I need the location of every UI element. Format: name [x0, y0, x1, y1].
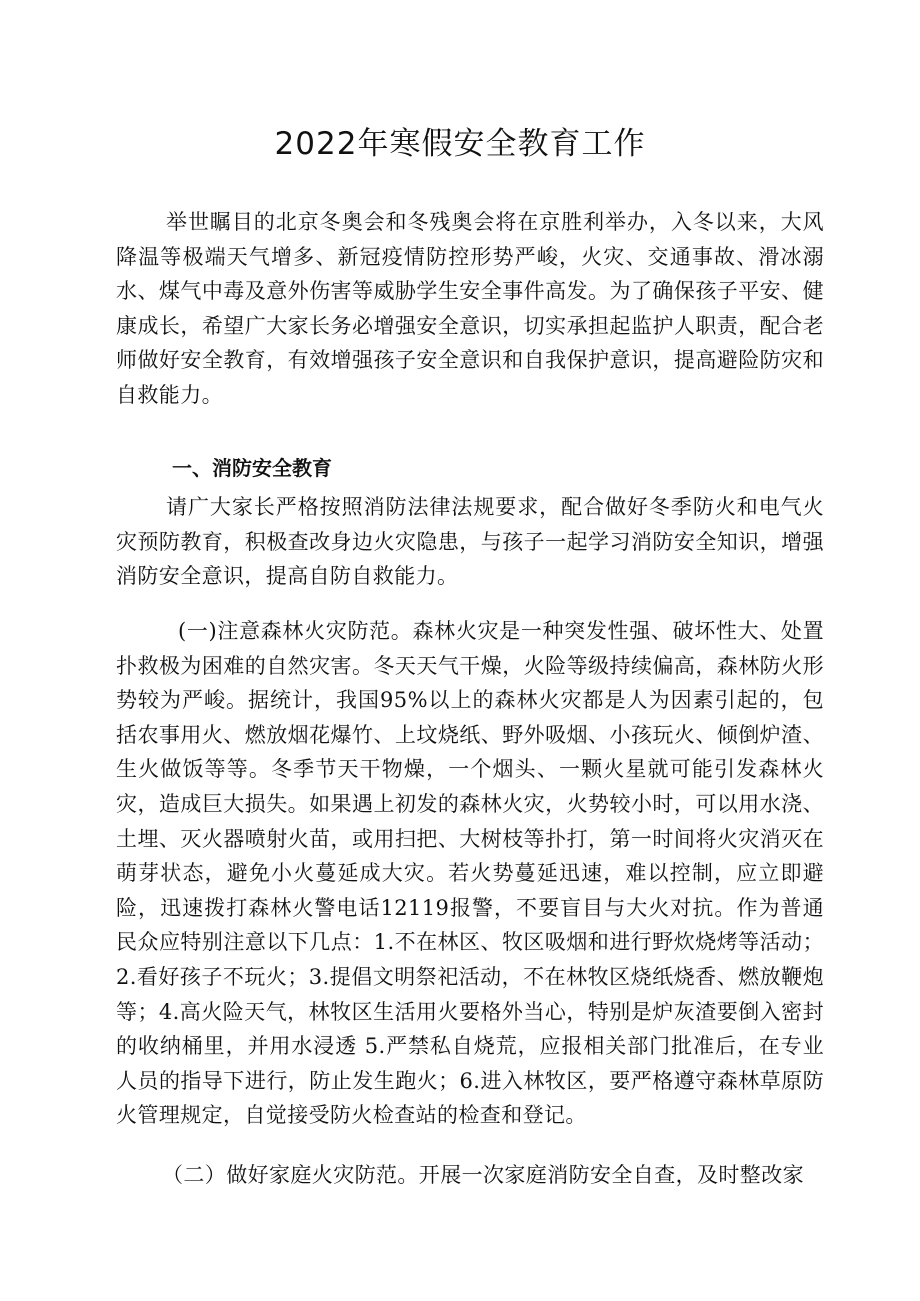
- document-title: 2022年寒假安全教育工作: [274, 126, 646, 162]
- forest-fire-paragraph: (一)注意森林火灾防范。森林火灾是一种突发性强、破坏性大、处置扑救极为困难的自然灾害。冬天天气干燥，火险等级持续偏高，森林防火形势较为严峻。据统计，我国95%以上的森林火灾都是人为因素引起的，包括农事用火、燃放烟花爆竹、上坟烧纸、野外吸烟、小孩玩火、倾倒炉渣、生火做饭等等。冬季节天干物燥，一个烟头、一颗火星就可能引发森林火灾，造成巨大损失。如果遇上初发的森林火灾，火势较小时，可以用水浇、土埋、灭火器喷射火苗，或用扫把、大树枝等扑打，第一时间将火灾消灭在萌芽状态，避免小火蔓延成大灾。若火势蔓延迅速，难以控制，应立即避险，迅速拨打森林火警电话12119报警，不要盲目与大火对抗。作为普通民众应特别注意以下几点：1.不在林区、牧区吸烟和进行野炊烧烤等活动；2.看好孩子不玩火；3.提倡文明祭祀活动，不在林牧区烧纸烧香、燃放鞭炮等；4.高火险天气，林牧区生活用火要格外当心，特别是炉灰渣要倒入密封的收纳桶里，并用水浸透 5.严禁私自烧荒，应报相关部门批准后，在专业人员的指导下进行，防止发生跑火；6.进入林牧区，要严格遵守森林草原防火管理规定，自觉接受防火检查站的检查和登记。: [116, 619, 824, 1128]
- fire-safety-intro-paragraph: 请广大家长严格按照消防法律法规要求，配合做好冬季防火和电气火灾预防教育，积极查改身边火灾隐患，与孩子一起学习消防安全知识，增强消防安全意识，提高自防自救能力。: [116, 495, 824, 589]
- section-heading-fire-safety: 一、消防安全教育: [172, 456, 332, 480]
- home-fire-paragraph: （二）做好家庭火灾防范。开展一次家庭消防安全自查，及时整改家: [162, 1163, 804, 1187]
- intro-paragraph: 举世瞩目的北京冬奥会和冬残奥会将在京胜利举办，入冬以来，大风降温等极端天气增多、新冠疫情防控形势严峻，火灾、交通事故、滑冰溺水、煤气中毒及意外伤害等威胁学生安全事件高发。为了确保孩子平安、健康成长，希望广大家长务必增强安全意识，切实承担起监护人职责，配合老师做好安全教育，有效增强孩子安全意识和自我保护意识，提高避险防灾和自救能力。: [116, 210, 824, 407]
